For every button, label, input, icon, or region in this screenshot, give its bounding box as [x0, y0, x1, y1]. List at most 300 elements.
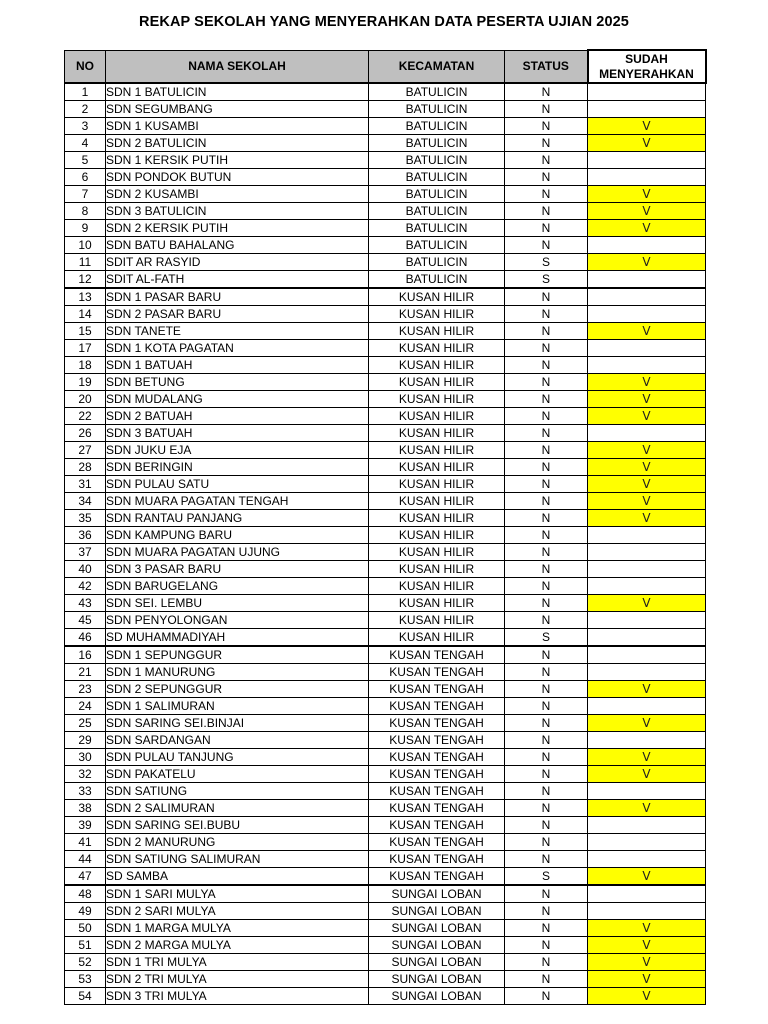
- header-row: [65, 50, 706, 83]
- cell-status: S: [505, 271, 588, 289]
- table-row: [65, 169, 706, 186]
- cell-kecamatan: BATULICIN: [369, 118, 505, 135]
- cell-nama-sekolah: SDN MUDALANG: [106, 391, 369, 408]
- cell-no: 26: [65, 425, 106, 442]
- cell-status: N: [505, 527, 588, 544]
- cell-no: 45: [65, 612, 106, 629]
- cell-kecamatan: KUSAN TENGAH: [369, 732, 505, 749]
- cell-no: 5: [65, 152, 106, 169]
- table-row: [65, 237, 706, 254]
- cell-sudah-menyerahkan: [588, 288, 706, 306]
- table-row: [65, 681, 706, 698]
- cell-no: 48: [65, 885, 106, 903]
- cell-sudah-menyerahkan: [588, 340, 706, 357]
- cell-nama-sekolah: SDN 3 BATUAH: [106, 425, 369, 442]
- cell-nama-sekolah: SDN SARING SEI.BUBU: [106, 817, 369, 834]
- cell-sudah-menyerahkan: [588, 971, 706, 988]
- cell-no: 42: [65, 578, 106, 595]
- cell-nama-sekolah: SDN KAMPUNG BARU: [106, 527, 369, 544]
- cell-status: N: [505, 749, 588, 766]
- cell-kecamatan: KUSAN HILIR: [369, 408, 505, 425]
- cell-no: 46: [65, 629, 106, 647]
- cell-sudah-menyerahkan: [588, 715, 706, 732]
- header-sudah-menyerahkan: [588, 50, 706, 83]
- cell-status: N: [505, 152, 588, 169]
- cell-no: 39: [65, 817, 106, 834]
- cell-status: N: [505, 612, 588, 629]
- cell-status: N: [505, 306, 588, 323]
- cell-status: N: [505, 442, 588, 459]
- cell-status: N: [505, 937, 588, 954]
- cell-kecamatan: KUSAN HILIR: [369, 374, 505, 391]
- cell-status: S: [505, 254, 588, 271]
- table-row: [65, 527, 706, 544]
- page-title: REKAP SEKOLAH YANG MENYERAHKAN DATA PESERTA UJIAN 2025: [139, 14, 629, 30]
- table-row: [65, 868, 706, 886]
- cell-sudah-menyerahkan: [588, 169, 706, 186]
- cell-kecamatan: SUNGAI LOBAN: [369, 885, 505, 903]
- cell-status: N: [505, 220, 588, 237]
- cell-nama-sekolah: SDN BATU BAHALANG: [106, 237, 369, 254]
- cell-status: N: [505, 203, 588, 220]
- cell-status: N: [505, 288, 588, 306]
- cell-status: N: [505, 408, 588, 425]
- table-header: [65, 50, 706, 83]
- cell-nama-sekolah: SDN BARUGELANG: [106, 578, 369, 595]
- cell-status: N: [505, 340, 588, 357]
- cell-no: 50: [65, 920, 106, 937]
- cell-sudah-menyerahkan: [588, 681, 706, 698]
- table-row: [65, 578, 706, 595]
- table-row: [65, 493, 706, 510]
- table-row: [65, 988, 706, 1005]
- table-row: [65, 186, 706, 203]
- rekap-table: [64, 49, 707, 1005]
- check-mark-icon: V: [642, 136, 651, 150]
- cell-kecamatan: KUSAN HILIR: [369, 442, 505, 459]
- check-mark-icon: V: [642, 767, 651, 781]
- cell-kecamatan: KUSAN TENGAH: [369, 800, 505, 817]
- table-body: [65, 83, 706, 1005]
- check-mark-icon: V: [642, 119, 651, 133]
- cell-no: 29: [65, 732, 106, 749]
- cell-status: N: [505, 681, 588, 698]
- cell-kecamatan: SUNGAI LOBAN: [369, 954, 505, 971]
- check-mark-icon: V: [642, 938, 651, 952]
- cell-sudah-menyerahkan: [588, 527, 706, 544]
- cell-kecamatan: KUSAN HILIR: [369, 340, 505, 357]
- cell-sudah-menyerahkan: [588, 732, 706, 749]
- cell-sudah-menyerahkan: [588, 800, 706, 817]
- cell-no: 25: [65, 715, 106, 732]
- check-mark-icon: V: [642, 443, 651, 457]
- cell-sudah-menyerahkan: [588, 561, 706, 578]
- cell-nama-sekolah: SDN JUKU EJA: [106, 442, 369, 459]
- cell-nama-sekolah: SDN 1 PASAR BARU: [106, 288, 369, 306]
- cell-no: 37: [65, 544, 106, 561]
- cell-sudah-menyerahkan: [588, 186, 706, 203]
- cell-sudah-menyerahkan: [588, 749, 706, 766]
- cell-status: N: [505, 493, 588, 510]
- header-sudah-line1: SUDAH: [625, 51, 668, 66]
- cell-status: N: [505, 476, 588, 493]
- cell-kecamatan: BATULICIN: [369, 220, 505, 237]
- cell-status: N: [505, 971, 588, 988]
- cell-sudah-menyerahkan: [588, 612, 706, 629]
- cell-nama-sekolah: SDN SATIUNG SALIMURAN: [106, 851, 369, 868]
- cell-no: 31: [65, 476, 106, 493]
- cell-nama-sekolah: SDN 1 MANURUNG: [106, 664, 369, 681]
- table-row: [65, 954, 706, 971]
- table-row: [65, 715, 706, 732]
- cell-sudah-menyerahkan: [588, 391, 706, 408]
- cell-status: N: [505, 920, 588, 937]
- check-mark-icon: V: [642, 955, 651, 969]
- cell-kecamatan: BATULICIN: [369, 135, 505, 152]
- table-row: [65, 920, 706, 937]
- cell-kecamatan: SUNGAI LOBAN: [369, 988, 505, 1005]
- table-row: [65, 408, 706, 425]
- header-sudah-line2: MENYERAHKAN: [599, 66, 694, 81]
- cell-kecamatan: KUSAN TENGAH: [369, 766, 505, 783]
- cell-sudah-menyerahkan: [588, 493, 706, 510]
- cell-no: 34: [65, 493, 106, 510]
- table-row: [65, 83, 706, 101]
- cell-nama-sekolah: SDN 2 PASAR BARU: [106, 306, 369, 323]
- cell-status: N: [505, 459, 588, 476]
- cell-status: N: [505, 323, 588, 340]
- table-row: [65, 851, 706, 868]
- cell-sudah-menyerahkan: [588, 203, 706, 220]
- cell-sudah-menyerahkan: [588, 323, 706, 340]
- table-row: [65, 629, 706, 647]
- cell-nama-sekolah: SDN 2 BATUAH: [106, 408, 369, 425]
- cell-nama-sekolah: SDN PAKATELU: [106, 766, 369, 783]
- cell-sudah-menyerahkan: [588, 954, 706, 971]
- cell-no: 2: [65, 101, 106, 118]
- cell-kecamatan: KUSAN HILIR: [369, 595, 505, 612]
- cell-kecamatan: KUSAN TENGAH: [369, 646, 505, 664]
- check-mark-icon: V: [642, 187, 651, 201]
- cell-kecamatan: BATULICIN: [369, 271, 505, 289]
- table-row: [65, 834, 706, 851]
- cell-sudah-menyerahkan: [588, 664, 706, 681]
- check-mark-icon: V: [642, 494, 651, 508]
- check-mark-icon: V: [642, 596, 651, 610]
- table-row: [65, 646, 706, 664]
- cell-kecamatan: SUNGAI LOBAN: [369, 971, 505, 988]
- cell-sudah-menyerahkan: [588, 578, 706, 595]
- table-row: [65, 288, 706, 306]
- cell-nama-sekolah: SDN 1 BATUAH: [106, 357, 369, 374]
- cell-sudah-menyerahkan: [588, 766, 706, 783]
- cell-kecamatan: KUSAN HILIR: [369, 629, 505, 647]
- cell-sudah-menyerahkan: [588, 851, 706, 868]
- cell-status: N: [505, 237, 588, 254]
- check-mark-icon: V: [642, 204, 651, 218]
- cell-nama-sekolah: SDN 2 SARI MULYA: [106, 903, 369, 920]
- check-mark-icon: V: [642, 409, 651, 423]
- table-row: [65, 374, 706, 391]
- cell-nama-sekolah: SDN 1 TRI MULYA: [106, 954, 369, 971]
- cell-no: 18: [65, 357, 106, 374]
- check-mark-icon: V: [642, 682, 651, 696]
- cell-status: N: [505, 664, 588, 681]
- table-row: [65, 766, 706, 783]
- table-row: [65, 595, 706, 612]
- table-row: [65, 903, 706, 920]
- cell-no: 43: [65, 595, 106, 612]
- cell-status: N: [505, 885, 588, 903]
- cell-status: N: [505, 595, 588, 612]
- cell-no: 1: [65, 83, 106, 101]
- cell-kecamatan: KUSAN HILIR: [369, 476, 505, 493]
- table-row: [65, 561, 706, 578]
- cell-nama-sekolah: SDN 2 BATULICIN: [106, 135, 369, 152]
- cell-kecamatan: KUSAN HILIR: [369, 459, 505, 476]
- cell-kecamatan: KUSAN TENGAH: [369, 851, 505, 868]
- cell-sudah-menyerahkan: [588, 306, 706, 323]
- cell-nama-sekolah: SDN 1 SEPUNGGUR: [106, 646, 369, 664]
- cell-no: 23: [65, 681, 106, 698]
- check-mark-icon: V: [642, 324, 651, 338]
- table-row: [65, 476, 706, 493]
- cell-kecamatan: KUSAN HILIR: [369, 578, 505, 595]
- cell-no: 41: [65, 834, 106, 851]
- cell-kecamatan: KUSAN TENGAH: [369, 783, 505, 800]
- cell-nama-sekolah: SDN SEGUMBANG: [106, 101, 369, 118]
- cell-no: 30: [65, 749, 106, 766]
- cell-status: N: [505, 988, 588, 1005]
- cell-kecamatan: SUNGAI LOBAN: [369, 903, 505, 920]
- cell-status: N: [505, 101, 588, 118]
- cell-kecamatan: KUSAN HILIR: [369, 425, 505, 442]
- cell-status: N: [505, 510, 588, 527]
- cell-kecamatan: BATULICIN: [369, 203, 505, 220]
- cell-no: 36: [65, 527, 106, 544]
- cell-sudah-menyerahkan: [588, 920, 706, 937]
- cell-kecamatan: KUSAN TENGAH: [369, 698, 505, 715]
- cell-kecamatan: KUSAN TENGAH: [369, 664, 505, 681]
- check-mark-icon: V: [642, 511, 651, 525]
- cell-sudah-menyerahkan: [588, 135, 706, 152]
- cell-no: 22: [65, 408, 106, 425]
- cell-status: S: [505, 629, 588, 647]
- cell-kecamatan: KUSAN HILIR: [369, 306, 505, 323]
- cell-kecamatan: BATULICIN: [369, 186, 505, 203]
- check-mark-icon: V: [642, 255, 651, 269]
- table-row: [65, 323, 706, 340]
- check-mark-icon: V: [642, 869, 651, 883]
- table-row: [65, 732, 706, 749]
- table-row: [65, 937, 706, 954]
- cell-status: N: [505, 374, 588, 391]
- cell-no: 19: [65, 374, 106, 391]
- cell-kecamatan: KUSAN HILIR: [369, 391, 505, 408]
- table-row: [65, 783, 706, 800]
- cell-kecamatan: KUSAN HILIR: [369, 288, 505, 306]
- cell-nama-sekolah: SDN 3 TRI MULYA: [106, 988, 369, 1005]
- cell-nama-sekolah: SDN TANETE: [106, 323, 369, 340]
- cell-nama-sekolah: SDN PENYOLONGAN: [106, 612, 369, 629]
- header-nama-sekolah: NAMA SEKOLAH: [106, 50, 369, 83]
- table-row: [65, 664, 706, 681]
- table-row: [65, 135, 706, 152]
- cell-nama-sekolah: SDN 1 SALIMURAN: [106, 698, 369, 715]
- cell-no: 6: [65, 169, 106, 186]
- cell-kecamatan: KUSAN TENGAH: [369, 817, 505, 834]
- cell-nama-sekolah: SDN 2 MANURUNG: [106, 834, 369, 851]
- cell-nama-sekolah: SDN SARDANGAN: [106, 732, 369, 749]
- cell-nama-sekolah: SDN 3 BATULICIN: [106, 203, 369, 220]
- cell-status: N: [505, 698, 588, 715]
- cell-no: 21: [65, 664, 106, 681]
- cell-status: N: [505, 783, 588, 800]
- cell-sudah-menyerahkan: [588, 442, 706, 459]
- check-mark-icon: V: [642, 460, 651, 474]
- cell-status: N: [505, 544, 588, 561]
- table-row: [65, 459, 706, 476]
- cell-sudah-menyerahkan: [588, 817, 706, 834]
- cell-sudah-menyerahkan: [588, 903, 706, 920]
- cell-nama-sekolah: SD MUHAMMADIYAH: [106, 629, 369, 647]
- cell-sudah-menyerahkan: [588, 459, 706, 476]
- table-row: [65, 544, 706, 561]
- cell-sudah-menyerahkan: [588, 988, 706, 1005]
- table-row: [65, 885, 706, 903]
- cell-status: N: [505, 357, 588, 374]
- cell-sudah-menyerahkan: [588, 374, 706, 391]
- cell-no: 17: [65, 340, 106, 357]
- cell-sudah-menyerahkan: [588, 783, 706, 800]
- cell-nama-sekolah: SDN PULAU TANJUNG: [106, 749, 369, 766]
- cell-kecamatan: KUSAN HILIR: [369, 510, 505, 527]
- cell-sudah-menyerahkan: [588, 595, 706, 612]
- cell-nama-sekolah: SDN BERINGIN: [106, 459, 369, 476]
- cell-no: 54: [65, 988, 106, 1005]
- cell-kecamatan: KUSAN TENGAH: [369, 681, 505, 698]
- cell-status: N: [505, 646, 588, 664]
- cell-no: 11: [65, 254, 106, 271]
- cell-no: 8: [65, 203, 106, 220]
- cell-status: N: [505, 715, 588, 732]
- cell-no: 24: [65, 698, 106, 715]
- table-row: [65, 425, 706, 442]
- cell-kecamatan: SUNGAI LOBAN: [369, 937, 505, 954]
- cell-no: 33: [65, 783, 106, 800]
- cell-sudah-menyerahkan: [588, 868, 706, 886]
- cell-kecamatan: KUSAN TENGAH: [369, 834, 505, 851]
- cell-sudah-menyerahkan: [588, 118, 706, 135]
- cell-no: 27: [65, 442, 106, 459]
- cell-sudah-menyerahkan: [588, 885, 706, 903]
- cell-nama-sekolah: SDIT AL-FATH: [106, 271, 369, 289]
- cell-no: 3: [65, 118, 106, 135]
- cell-status: N: [505, 732, 588, 749]
- table-row: [65, 800, 706, 817]
- table-row: [65, 510, 706, 527]
- table-row: [65, 749, 706, 766]
- table-row: [65, 971, 706, 988]
- cell-status: N: [505, 118, 588, 135]
- cell-nama-sekolah: SDN PULAU SATU: [106, 476, 369, 493]
- cell-status: N: [505, 186, 588, 203]
- cell-nama-sekolah: SDN PONDOK BUTUN: [106, 169, 369, 186]
- cell-nama-sekolah: SDN RANTAU PANJANG: [106, 510, 369, 527]
- cell-kecamatan: KUSAN HILIR: [369, 323, 505, 340]
- table-row: [65, 817, 706, 834]
- cell-status: N: [505, 954, 588, 971]
- cell-status: N: [505, 766, 588, 783]
- check-mark-icon: V: [642, 921, 651, 935]
- table-row: [65, 442, 706, 459]
- cell-nama-sekolah: SDN 2 SEPUNGGUR: [106, 681, 369, 698]
- cell-status: S: [505, 868, 588, 886]
- check-mark-icon: V: [642, 221, 651, 235]
- cell-kecamatan: BATULICIN: [369, 83, 505, 101]
- cell-nama-sekolah: SDIT AR RASYID: [106, 254, 369, 271]
- cell-sudah-menyerahkan: [588, 101, 706, 118]
- cell-sudah-menyerahkan: [588, 834, 706, 851]
- table-row: [65, 612, 706, 629]
- cell-sudah-menyerahkan: [588, 237, 706, 254]
- cell-sudah-menyerahkan: [588, 152, 706, 169]
- check-mark-icon: V: [642, 477, 651, 491]
- cell-no: 9: [65, 220, 106, 237]
- cell-no: 10: [65, 237, 106, 254]
- table-row: [65, 118, 706, 135]
- cell-no: 7: [65, 186, 106, 203]
- cell-no: 28: [65, 459, 106, 476]
- cell-nama-sekolah: SDN SATIUNG: [106, 783, 369, 800]
- cell-kecamatan: BATULICIN: [369, 254, 505, 271]
- cell-status: N: [505, 425, 588, 442]
- cell-no: 51: [65, 937, 106, 954]
- header-status: STATUS: [505, 50, 588, 83]
- cell-nama-sekolah: SDN BETUNG: [106, 374, 369, 391]
- cell-status: N: [505, 83, 588, 101]
- header-no: NO: [65, 50, 106, 83]
- cell-nama-sekolah: SDN 3 PASAR BARU: [106, 561, 369, 578]
- cell-kecamatan: BATULICIN: [369, 237, 505, 254]
- table-row: [65, 306, 706, 323]
- cell-nama-sekolah: SDN SARING SEI.BINJAI: [106, 715, 369, 732]
- cell-sudah-menyerahkan: [588, 83, 706, 101]
- cell-no: 16: [65, 646, 106, 664]
- cell-no: 49: [65, 903, 106, 920]
- cell-status: N: [505, 800, 588, 817]
- cell-nama-sekolah: SDN 2 KERSIK PUTIH: [106, 220, 369, 237]
- cell-kecamatan: KUSAN HILIR: [369, 612, 505, 629]
- cell-status: N: [505, 561, 588, 578]
- cell-no: 14: [65, 306, 106, 323]
- table-row: [65, 391, 706, 408]
- cell-sudah-menyerahkan: [588, 357, 706, 374]
- table-row: [65, 357, 706, 374]
- cell-nama-sekolah: SDN 1 MARGA MULYA: [106, 920, 369, 937]
- cell-no: 15: [65, 323, 106, 340]
- cell-kecamatan: KUSAN HILIR: [369, 527, 505, 544]
- cell-kecamatan: BATULICIN: [369, 152, 505, 169]
- cell-sudah-menyerahkan: [588, 544, 706, 561]
- cell-status: N: [505, 135, 588, 152]
- cell-nama-sekolah: SDN 1 KUSAMBI: [106, 118, 369, 135]
- table-row: [65, 254, 706, 271]
- cell-kecamatan: KUSAN HILIR: [369, 544, 505, 561]
- cell-nama-sekolah: SDN 1 BATULICIN: [106, 83, 369, 101]
- cell-nama-sekolah: SDN MUARA PAGATAN TENGAH: [106, 493, 369, 510]
- cell-kecamatan: BATULICIN: [369, 169, 505, 186]
